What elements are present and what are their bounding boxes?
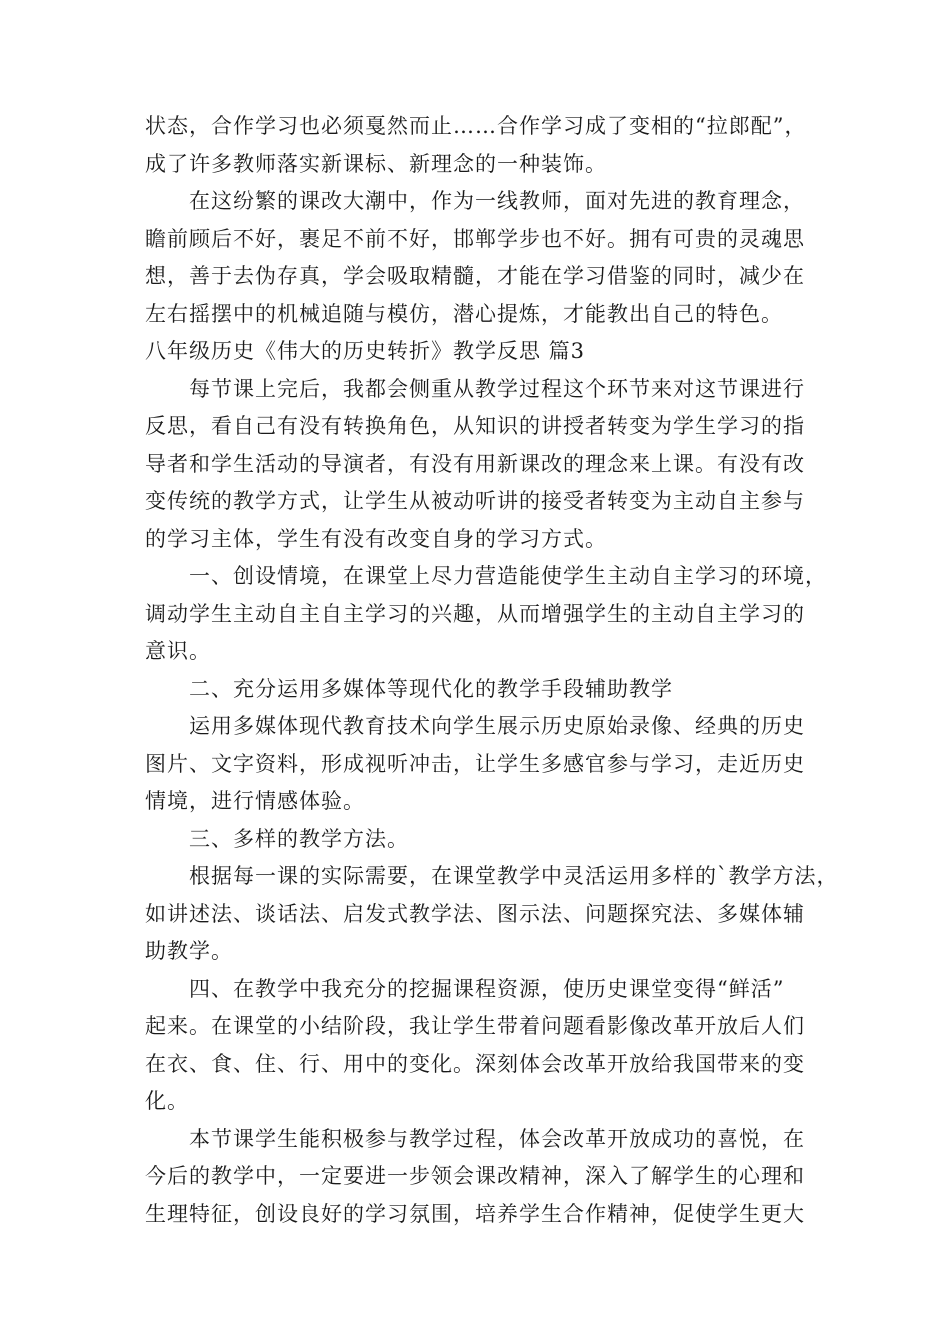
text-line: 想，善于去伪存真，学会吸取精髓，才能在学习借鉴的同时，减少在 [145, 264, 805, 288]
text-line: 情境，进行情感体验。 [145, 789, 365, 813]
text-line: 今后的教学中，一定要进一步领会课改精神，深入了解学生的心理和 [145, 1164, 805, 1188]
text-line: 一、创设情境，在课堂上尽力营造能使学生主动自主学习的环境， [189, 564, 827, 588]
text-line: 导者和学生活动的导演者，有没有用新课改的理念来上课。有没有改 [145, 451, 805, 476]
text-line: 反思，看自己有没有转换角色，从知识的讲授者转变为学生学习的指 [145, 414, 805, 438]
paragraph-6 [145, 1121, 817, 1234]
text-line: 的学习主体，学生有没有改变自身的学习方式。 [145, 526, 607, 551]
paragraph-reflection [145, 183, 817, 333]
paragraph-2 [145, 558, 827, 671]
text-line: 运用多媒体现代教育技术向学生展示历史原始录像、经典的历史 [189, 714, 805, 738]
text-line: 在这纷繁的课改大潮中，作为一线教师，面对先进的教育理念， [189, 189, 805, 213]
section-heading-2: 二、充分运用多媒体等现代化的教学手段辅助教学 [189, 676, 673, 701]
text-line: 本节课学生能积极参与教学过程，体会改革开放成功的喜悦，在 [189, 1126, 805, 1151]
text-line: 调动学生主动自主自主学习的兴趣，从而增强学生的主动自主学习的 [145, 601, 805, 626]
text-line: 助教学。 [145, 939, 233, 963]
text-line: 左右摇摆中的机械追随与模仿，潜心提炼，才能教出自己的特色。 [145, 301, 783, 326]
text-line: 根据每一课的实际需要，在课堂教学中灵活运用多样的`教学方法， [189, 864, 839, 888]
text-line: 瞻前顾后不好，裹足不前不好，邯郸学步也不好。拥有可贵的灵魂思 [145, 226, 805, 251]
paragraph-1 [145, 371, 817, 559]
text-line: 化。 [145, 1089, 189, 1113]
text-line: 在衣、食、住、行、用中的变化。深刻体会改革开放给我国带来的变 [145, 1051, 805, 1076]
text-line: 变传统的教学方式，让学生从被动听讲的接受者转变为主动自主参与 [145, 489, 805, 513]
paragraph-5 [145, 971, 817, 1121]
text-line: 生理特征，创设良好的学习氛围，培养学生合作精神，促使学生更大 [145, 1201, 805, 1226]
text-line: 状态，合作学习也必须戛然而止……合作学习成了变相的“拉郎配”， [145, 114, 807, 138]
text-line: 起来。在课堂的小结阶段，我让学生带着问题看影像改革开放后人们 [145, 1014, 805, 1038]
text-line: 意识。 [145, 639, 211, 663]
text-line: 成了许多教师落实新课标、新理念的一种装饰。 [145, 151, 607, 176]
text-line: 图片、文字资料，形成视听冲击，让学生多感官参与学习，走近历史 [145, 751, 805, 776]
text-line: 四、在教学中我充分的挖掘课程资源，使历史课堂变得“鲜活” [189, 976, 785, 1001]
document-body [145, 108, 839, 1233]
text-line: 如讲述法、谈话法、启发式教学法、图示法、问题探究法、多媒体辅 [145, 901, 805, 926]
text-line: 每节课上完后，我都会侧重从教学过程这个环节来对这节课进行 [189, 376, 805, 401]
article-title: 八年级历史《伟大的历史转折》教学反思 篇3 [145, 339, 586, 363]
section-heading-3: 三、多样的教学方法。 [189, 826, 409, 851]
section-intro [145, 108, 817, 183]
paragraph-3 [145, 708, 817, 821]
paragraph-4 [145, 858, 839, 971]
